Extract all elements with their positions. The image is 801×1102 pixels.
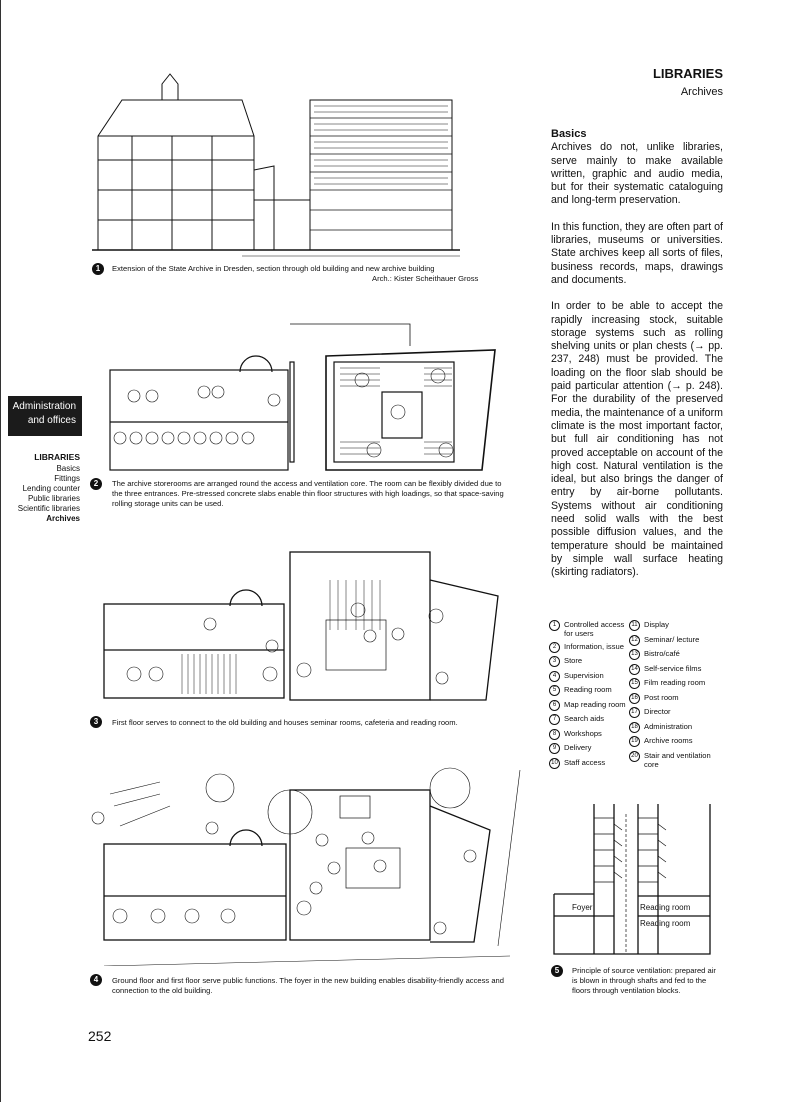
- legend-number-icon: 19: [629, 736, 640, 747]
- side-nav-item-public-libraries[interactable]: Public libraries: [27, 494, 80, 503]
- figure-5-ventilation-section: [552, 804, 712, 960]
- legend-number-icon: 6: [549, 700, 560, 711]
- figure-1-caption: Extension of the State Archive in Dresden, section through old building and new archive building: [112, 264, 435, 273]
- legend-number-icon: 1: [549, 620, 560, 631]
- legend-number-icon: 15: [629, 678, 640, 689]
- section-title: LIBRARIES: [652, 66, 723, 81]
- legend-number-icon: 12: [629, 635, 640, 646]
- legend-item: [549, 671, 635, 682]
- legend-label: Map reading room: [564, 699, 626, 709]
- side-nav-item-lending-counter[interactable]: Lending counter: [22, 484, 80, 493]
- figure-4-number: 4: [90, 974, 102, 986]
- figure-1-number: 1: [92, 263, 104, 275]
- body-text: [551, 128, 723, 593]
- legend-item: [629, 678, 715, 689]
- legend-item: [629, 751, 715, 769]
- legend-label: Administration: [644, 721, 693, 731]
- legend-item: [549, 758, 635, 769]
- legend-item: [549, 743, 635, 754]
- figure-4-caption: Ground floor and first floor serve public functions. The foyer in the new building enables disability-friendly access and connection to the old building.: [112, 976, 504, 995]
- legend-item: [549, 700, 635, 711]
- legend-item: [629, 693, 715, 704]
- legend-item: [549, 714, 635, 725]
- figure-1-credit: Arch.: Kister Scheithauer Gross: [372, 274, 479, 283]
- legend-label: Stair and ventilation core: [644, 750, 711, 769]
- chapter-tab-line1: Administration: [12, 401, 76, 412]
- legend-item: [629, 707, 715, 718]
- page-edge: [0, 0, 1, 1102]
- figure-1-section-drawing: [92, 70, 460, 260]
- section-subtitle: Archives: [680, 86, 723, 98]
- figure-3-number: 3: [90, 716, 102, 728]
- legend-item: [549, 642, 635, 653]
- legend-number-icon: 3: [549, 656, 560, 667]
- legend-number-icon: 4: [549, 671, 560, 682]
- side-nav-item-fittings[interactable]: Fittings: [54, 474, 80, 483]
- figure-5-number: 5: [551, 965, 563, 977]
- legend-number-icon: 10: [549, 758, 560, 769]
- legend-item: [549, 685, 635, 696]
- legend-number-icon: 17: [629, 707, 640, 718]
- legend-label: Post room: [644, 692, 679, 702]
- legend-label: Film reading room: [644, 678, 706, 687]
- page-number: 252: [88, 1028, 112, 1044]
- legend-number-icon: 5: [549, 685, 560, 696]
- legend-number-icon: 18: [629, 722, 640, 733]
- side-nav-title[interactable]: LIBRARIES: [34, 452, 80, 462]
- legend-label: Archive rooms: [644, 736, 693, 745]
- legend-number-icon: 11: [629, 620, 640, 631]
- legend-label: Seminar/ lecture: [644, 634, 700, 644]
- legend-item: [629, 722, 715, 733]
- figure-3-caption: First floor serves to connect to the old building and houses seminar rooms, cafeteria and reading room.: [112, 718, 458, 727]
- figure-4-ground-floor-plan: [90, 766, 522, 966]
- figure-2-number: 2: [90, 478, 102, 490]
- legend-number-icon: 13: [629, 649, 640, 660]
- figure-2-caption: The archive storerooms are arranged round the access and ventilation core. The room can be flexibly divided due to the three entrances. Pre-stressed concrete slabs enable thin floor structures with high loadings, so that space-saving rolling storage units can be used.: [112, 479, 504, 508]
- legend-label: Supervision: [564, 670, 604, 680]
- side-nav-item-basics[interactable]: Basics: [56, 464, 80, 473]
- side-nav-item-archives[interactable]: Archives: [46, 514, 80, 523]
- legend-item: [629, 635, 715, 646]
- legend-item: [629, 736, 715, 747]
- side-nav: [8, 452, 80, 524]
- legend-label: Self-service films: [644, 663, 702, 673]
- legend-item: [629, 664, 715, 675]
- legend-label: Director: [644, 707, 671, 716]
- body-paragraph-1: Archives do not, unlike libraries, serve mainly to make available written, graphic and audio media, but for their systematic cataloguing and long-term preservation.: [551, 141, 723, 207]
- legend-label: Controlled access for users: [564, 620, 625, 638]
- figure-2-storeroom-plan: [90, 322, 500, 472]
- legend-label: Staff access: [564, 757, 606, 767]
- legend-label: Reading room: [564, 685, 612, 694]
- legend-item: [549, 656, 635, 667]
- body-heading: Basics: [551, 128, 587, 140]
- body-paragraph-2: In this function, they are often part of libraries, museums or universities. State archives keep all sorts of files, business records, maps, drawings and documents.: [551, 220, 723, 286]
- figure-5-label-foyer: Foyer: [572, 903, 593, 912]
- figure-5-caption: Principle of source ventilation: prepared air is blown in through shafts and fed to the floors through ventilation blocks.: [572, 966, 716, 995]
- legend-label: Information, issue: [564, 641, 624, 651]
- legend-item: [549, 620, 635, 638]
- legend-number-icon: 20: [629, 751, 640, 762]
- legend-label: Store: [564, 656, 583, 665]
- side-nav-item-scientific-libraries[interactable]: Scientific libraries: [17, 504, 80, 513]
- legend-item: [549, 729, 635, 740]
- legend-number-icon: 7: [549, 714, 560, 725]
- legend-item: [629, 620, 715, 631]
- legend-number-icon: 2: [549, 642, 560, 653]
- legend-label: Display: [644, 620, 669, 629]
- legend-number-icon: 14: [629, 664, 640, 675]
- body-paragraph-3: In order to be able to accept the rapidly increasing stock, suitable storage systems such as rolling shelving units or plan chests (→ pp. 237, 248) must be provided. The loading on the floor slab should be paid particular attention (→ p. 248). For the durability of the preserved media, the maintenance of a uniform climate is the most important factor, but full air conditioning has not proved acceptable on account of the high cost. Natural ventilation is the ideal, but also brings the danger of entry by air-borne pollutants. Systems without air conditioning need solid walls with the best possible diffusion values, and the temperature should be maintained by simple wall surface heating (skirting radiators).: [551, 300, 723, 579]
- figure-5-label-reading-room-2: Reading room: [640, 919, 691, 928]
- figure-3-first-floor-plan: [90, 550, 500, 710]
- chapter-tab[interactable]: [8, 396, 82, 436]
- legend-number-icon: 8: [549, 729, 560, 740]
- legend-label: Search aids: [564, 714, 605, 723]
- legend-label: Workshops: [564, 728, 602, 738]
- legend-label: Bistro/café: [644, 649, 680, 658]
- legend-label: Delivery: [564, 743, 592, 752]
- legend-number-icon: 9: [549, 743, 560, 754]
- chapter-tab-line2: and offices: [27, 415, 76, 426]
- legend-number-icon: 16: [629, 693, 640, 704]
- legend-item: [629, 649, 715, 660]
- legend-column-1: [549, 620, 635, 772]
- legend-column-2: [629, 620, 715, 772]
- figure-5-label-reading-room-1: Reading room: [640, 903, 691, 912]
